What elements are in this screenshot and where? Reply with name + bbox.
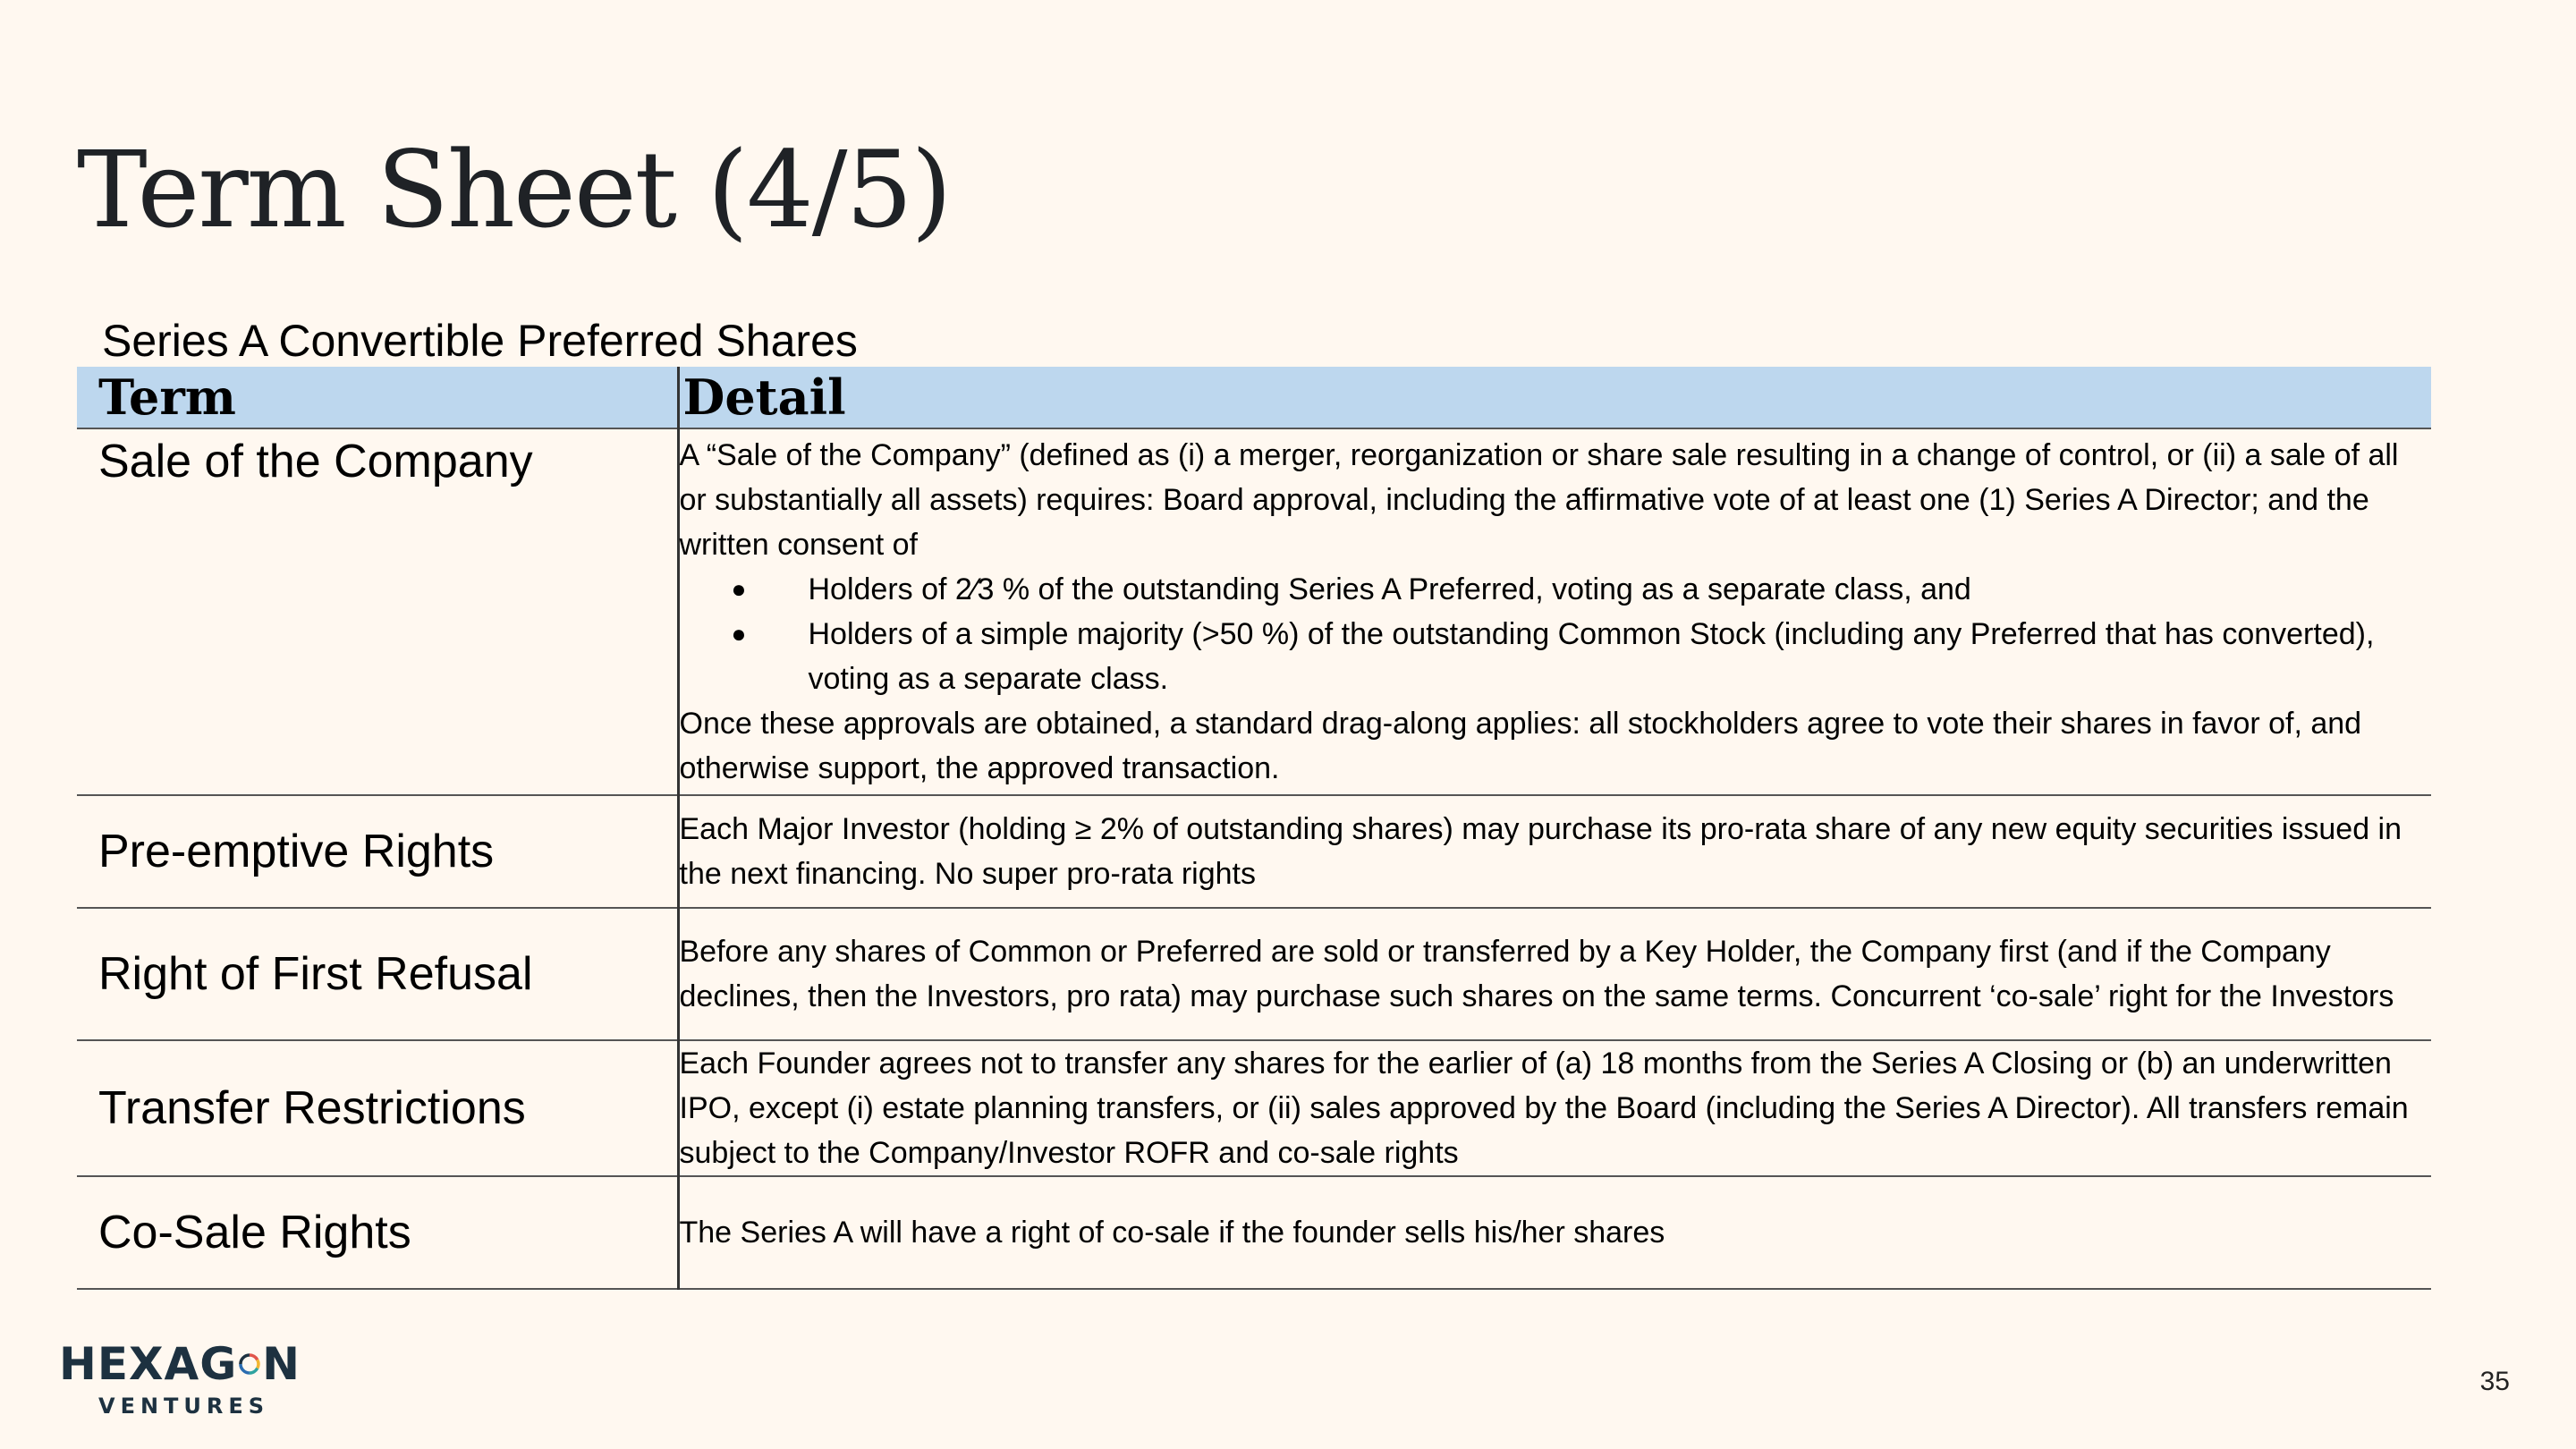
bullet-text: Holders of a simple majority (>50 %) of the outstanding Common Stock (including any Preferred that has converted), voting as a separate class. — [808, 617, 2375, 696]
table-row — [77, 428, 2431, 795]
term-cell-sale-of-company: Sale of the Company — [77, 428, 678, 795]
term-column-header: Term — [77, 367, 678, 428]
bullet-dot-icon: ● — [731, 620, 747, 648]
table-row — [77, 1040, 2431, 1176]
slide-title: Term Sheet (4/5) — [77, 128, 951, 251]
detail-cell-right-of-first-refusal: Before any shares of Common or Preferred are sold or transferred by a Key Holder, the Company first (and if the Company declines, then the Investors, pro rata) may purchase such shares on the same terms. Concurrent ‘co-sale’ right for the Investors — [678, 908, 2431, 1040]
detail-cell-transfer-restrictions: Each Founder agrees not to transfer any shares for the earlier of (a) 18 months from the Series A Closing or (b) an underwritten IPO, except (i) estate planning transfers, or (ii) sales approved by the Board (including the Series A Director). All transfers remain subject to the Company/Investor ROFR and co-sale rights — [678, 1040, 2431, 1176]
logo-wordmark-prefix: HEXAG — [59, 1338, 238, 1390]
page-number: 35 — [2479, 1367, 2510, 1396]
bullet-dot-icon: ● — [731, 575, 747, 603]
hexagon-ventures-logo — [59, 1338, 301, 1419]
table-row — [77, 908, 2431, 1040]
bullet-item — [680, 612, 2414, 701]
detail-cell-sale-of-company — [678, 428, 2431, 795]
term-cell-pre-emptive-rights: Pre-emptive Rights — [77, 795, 678, 908]
table-caption: Series A Convertible Preferred Shares — [102, 316, 858, 366]
hexagon-o-icon — [238, 1344, 261, 1384]
logo-subtitle: VENTURES — [98, 1394, 270, 1419]
logo-wordmark — [59, 1338, 301, 1390]
detail-intro-text: A “Sale of the Company” (defined as (i) a merger, reorganization or share sale resulting in a change of control, or (ii) a sale of all or substantially all assets) requires: Board approval, including the affirmative vote of at least one (1) Series A Director; and the written consent of — [679, 438, 2399, 562]
detail-outro-text: Once these approvals are obtained, a standard drag-along applies: all stockholders agree to vote their shares in favor of, and otherwise support, the approved transaction. — [679, 707, 2362, 785]
term-cell-right-of-first-refusal: Right of First Refusal — [77, 908, 678, 1040]
bullet-list — [680, 567, 2414, 701]
term-cell-co-sale-rights: Co-Sale Rights — [77, 1176, 678, 1289]
term-cell-transfer-restrictions: Transfer Restrictions — [77, 1040, 678, 1176]
detail-cell-co-sale-rights: The Series A will have a right of co-sale if the founder sells his/her shares — [678, 1176, 2431, 1289]
logo-wordmark-suffix: N — [262, 1338, 301, 1390]
detail-column-header: Detail — [678, 367, 2431, 428]
table-header-row — [77, 367, 2431, 428]
bullet-item — [680, 567, 2414, 612]
term-sheet-table — [77, 367, 2431, 1290]
table-row — [77, 795, 2431, 908]
bullet-text: Holders of 2⁄3 % of the outstanding Series A Preferred, voting as a separate class, and — [808, 572, 1971, 606]
table-row — [77, 1176, 2431, 1289]
detail-cell-pre-emptive-rights: Each Major Investor (holding ≥ 2% of outstanding shares) may purchase its pro-rata share of any new equity securities issued in the next financing. No super pro-rata rights — [678, 795, 2431, 908]
